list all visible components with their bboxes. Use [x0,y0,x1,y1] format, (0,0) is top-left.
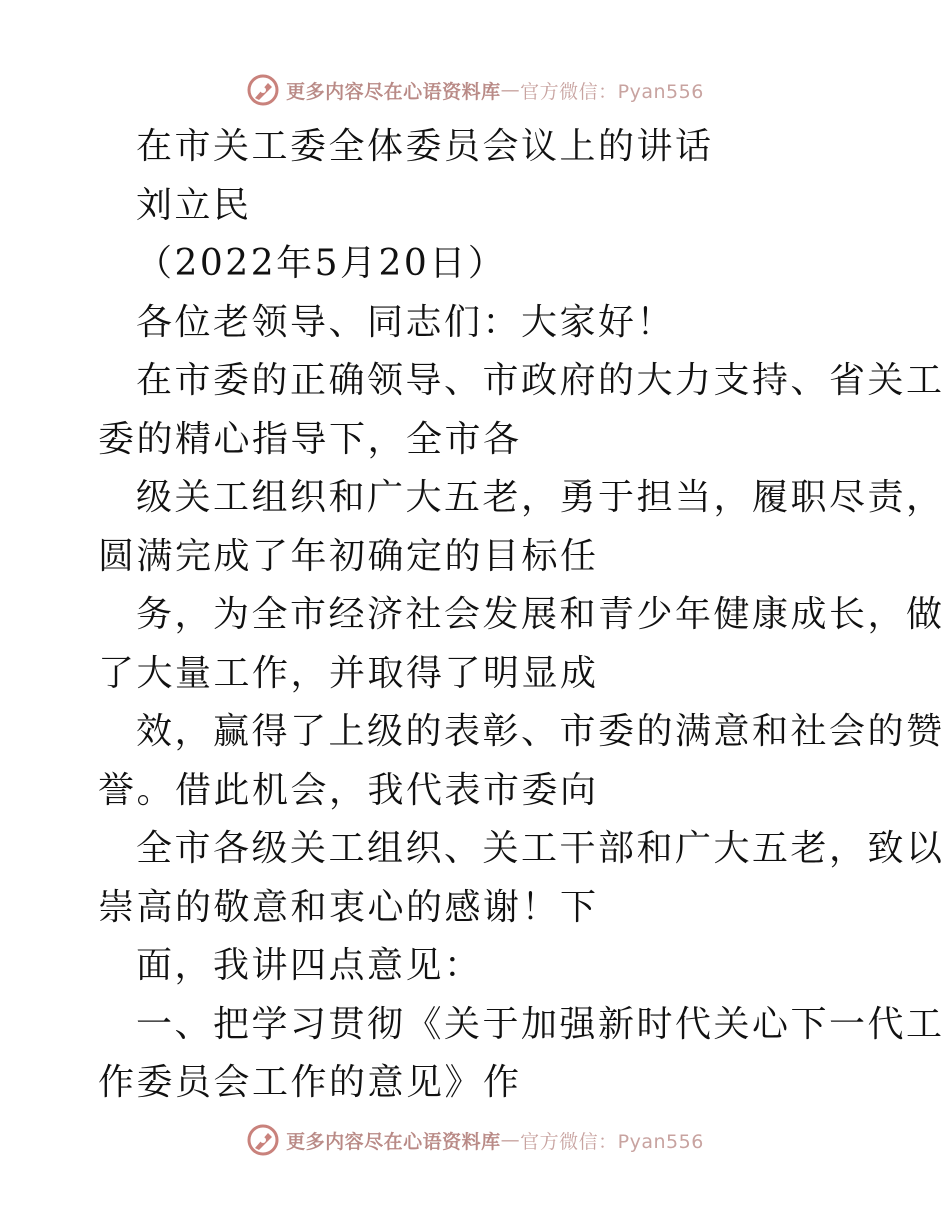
pen-logo-icon [246,1123,280,1157]
text-line-4 [98,294,858,353]
line-text: 全市各级关工组织、关工干部和广大五老，致以 [136,828,945,869]
text-line-3 [98,235,858,294]
line-text: 级关工组织和广大五老，勇于担当，履职尽责， [136,477,945,518]
watermark-separator: — [500,79,521,101]
text-line-2 [98,177,858,236]
line-text: 圆满完成了年初确定的目标任 [98,535,599,577]
line-text: 作委员会工作的意见》作 [98,1062,522,1103]
line-text: 一、把学习贯彻《关于加强新时代关心下一代工 [136,1003,945,1045]
footer-watermark [0,1120,950,1160]
text-line-16 [98,996,945,1055]
line-text: 刘立民 [136,184,252,226]
text-line-15 [98,937,858,996]
text-line-9 [98,586,945,645]
header-watermark [0,70,950,110]
text-line-11 [98,703,945,762]
line-text: 在市关工委全体委员会议上的讲话 [136,126,714,167]
pen-logo-icon [246,73,280,107]
line-text: 务，为全市经济社会发展和青少年健康成长，做 [136,594,945,635]
line-text: 效，赢得了上级的表彰、市委的满意和社会的赞 [136,711,945,752]
line-text: 誉。借此机会，我代表市委向 [98,769,599,811]
watermark-main-text: 更多内容尽在心语资料库 [286,80,501,103]
text-line-14 [98,879,858,938]
text-line-1 [98,118,858,177]
watermark-contact-text: 官方微信：Pyan556 [520,80,704,103]
line-text: 在市委的正确领导、市政府的大力支持、省关工 [136,360,945,401]
text-line-6 [98,411,858,470]
text-line-13 [98,820,945,879]
line-text: 了大量工作，并取得了明显成 [98,652,599,694]
line-text: 面，我讲四点意见： [136,945,483,986]
watermark-contact-text: 官方微信：Pyan556 [520,1130,704,1153]
watermark-main-text: 更多内容尽在心语资料库 [286,1130,501,1153]
text-line-17 [98,1054,858,1113]
text-line-5 [98,352,945,411]
watermark-separator: — [500,1129,521,1151]
text-line-12 [98,762,858,821]
line-text: （2022年5月20日） [136,243,507,284]
text-line-10 [98,645,858,704]
text-line-7 [98,469,945,528]
line-text: 崇高的敬意和衷心的感谢！下 [98,886,599,928]
line-text: 委的精心指导下，全市各 [98,418,522,460]
line-text: 各位老领导、同志们：大家好！ [136,301,676,343]
speech-body [98,118,945,1113]
text-line-8 [98,528,858,587]
